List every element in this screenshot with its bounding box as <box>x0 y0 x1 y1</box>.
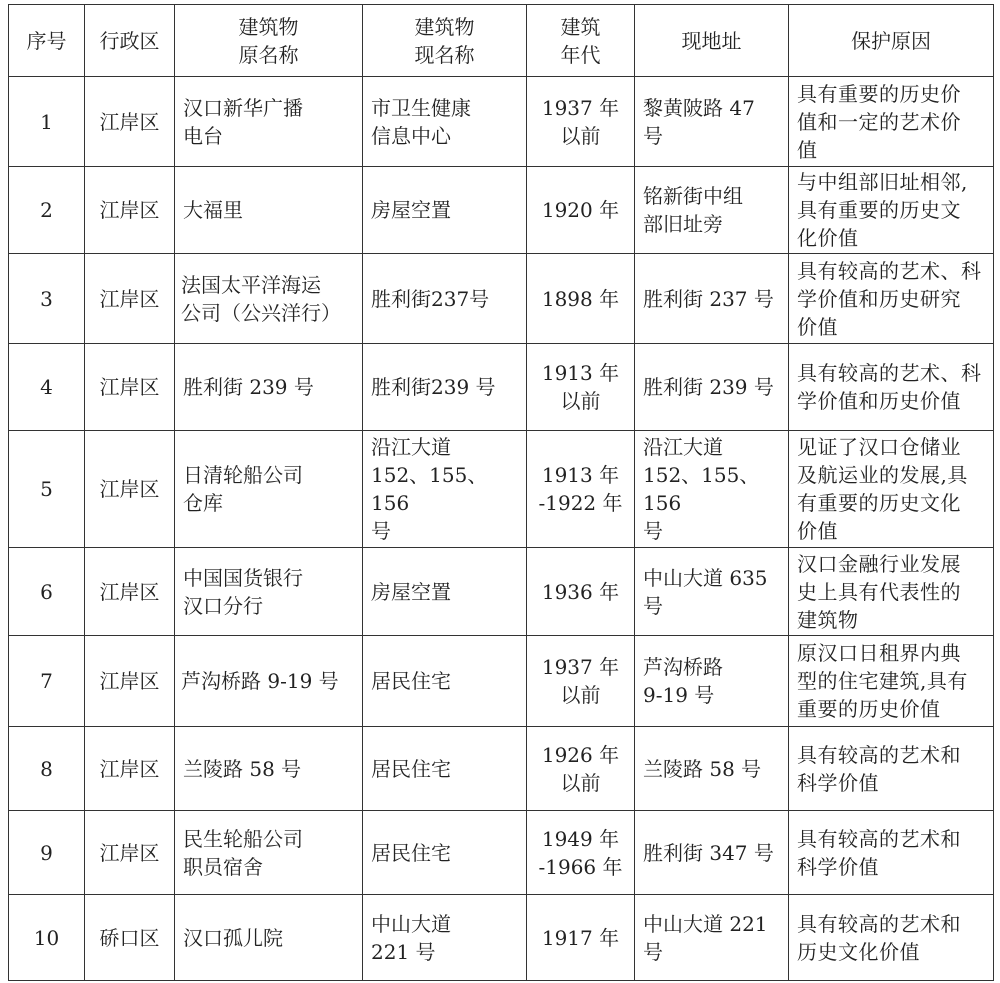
cell-district: 江岸区 <box>85 548 175 636</box>
table-row <box>9 344 994 431</box>
cell-protection-reason: 汉口金融行业发展 史上具有代表性的 建筑物 <box>789 548 994 636</box>
cell-construction-era: 1937 年 以前 <box>527 77 635 167</box>
cell-original-name: 汉口孤儿院 <box>175 895 363 981</box>
cell-district: 江岸区 <box>85 636 175 727</box>
table-row <box>9 167 994 254</box>
cell-construction-era: 1937 年 以前 <box>527 636 635 727</box>
cell-original-name: 民生轮船公司 职员宿舍 <box>175 811 363 895</box>
cell-construction-era: 1913 年 -1922 年 <box>527 431 635 548</box>
cell-protection-reason: 具有较高的艺术和 历史文化价值 <box>789 895 994 981</box>
table-row <box>9 727 994 811</box>
cell-protection-reason: 具有较高的艺术、科 学价值和历史研究 价值 <box>789 254 994 344</box>
cell-construction-era: 1913 年 以前 <box>527 344 635 431</box>
cell-original-name: 中国国货银行 汉口分行 <box>175 548 363 636</box>
cell-current-address: 胜利街 347 号 <box>635 811 789 895</box>
cell-original-name: 日清轮船公司 仓库 <box>175 431 363 548</box>
header-district: 行政区 <box>85 5 175 77</box>
cell-original-name: 芦沟桥路 9-19 号 <box>175 636 363 727</box>
table-row <box>9 77 994 167</box>
cell-original-name: 兰陵路 58 号 <box>175 727 363 811</box>
cell-serial-number: 9 <box>9 811 85 895</box>
cell-current-address: 胜利街 239 号 <box>635 344 789 431</box>
cell-serial-number: 2 <box>9 167 85 254</box>
cell-original-name: 汉口新华广播 电台 <box>175 77 363 167</box>
cell-district: 硚口区 <box>85 895 175 981</box>
cell-serial-number: 1 <box>9 77 85 167</box>
cell-serial-number: 7 <box>9 636 85 727</box>
cell-protection-reason: 具有较高的艺术和 科学价值 <box>789 727 994 811</box>
cell-protection-reason: 见证了汉口仓储业 及航运业的发展,具 有重要的历史文化 价值 <box>789 431 994 548</box>
cell-district: 江岸区 <box>85 77 175 167</box>
header-protection-reason: 保护原因 <box>789 5 994 77</box>
cell-construction-era: 1898 年 <box>527 254 635 344</box>
cell-construction-era: 1949 年 -1966 年 <box>527 811 635 895</box>
cell-serial-number: 3 <box>9 254 85 344</box>
cell-current-name: 房屋空置 <box>363 167 527 254</box>
cell-district: 江岸区 <box>85 811 175 895</box>
cell-district: 江岸区 <box>85 344 175 431</box>
cell-protection-reason: 具有重要的历史价 值和一定的艺术价 值 <box>789 77 994 167</box>
cell-current-address: 胜利街 237 号 <box>635 254 789 344</box>
header-current-address: 现地址 <box>635 5 789 77</box>
cell-current-address: 中山大道 221 号 <box>635 895 789 981</box>
cell-construction-era: 1917 年 <box>527 895 635 981</box>
cell-district: 江岸区 <box>85 254 175 344</box>
cell-serial-number: 5 <box>9 431 85 548</box>
cell-original-name: 大福里 <box>175 167 363 254</box>
table-row <box>9 548 994 636</box>
cell-original-name: 法国太平洋海运 公司（公兴洋行） <box>175 254 363 344</box>
cell-current-name: 市卫生健康 信息中心 <box>363 77 527 167</box>
heritage-buildings-table <box>8 4 994 981</box>
cell-district: 江岸区 <box>85 431 175 548</box>
table-row <box>9 431 994 548</box>
cell-construction-era: 1920 年 <box>527 167 635 254</box>
cell-current-address: 黎黄陂路 47 号 <box>635 77 789 167</box>
cell-protection-reason: 原汉口日租界内典 型的住宅建筑,具有 重要的历史价值 <box>789 636 994 727</box>
cell-district: 江岸区 <box>85 727 175 811</box>
header-construction-era: 建筑 年代 <box>527 5 635 77</box>
cell-current-name: 居民住宅 <box>363 727 527 811</box>
cell-protection-reason: 具有较高的艺术、科 学价值和历史价值 <box>789 344 994 431</box>
cell-district: 江岸区 <box>85 167 175 254</box>
cell-current-name: 沿江大道 152、155、156 号 <box>363 431 527 548</box>
cell-current-name: 胜利街237号 <box>363 254 527 344</box>
cell-serial-number: 10 <box>9 895 85 981</box>
cell-current-name: 中山大道 221 号 <box>363 895 527 981</box>
cell-current-name: 居民住宅 <box>363 636 527 727</box>
header-original-name: 建筑物 原名称 <box>175 5 363 77</box>
cell-current-address: 铭新街中组 部旧址旁 <box>635 167 789 254</box>
cell-current-name: 房屋空置 <box>363 548 527 636</box>
cell-current-address: 芦沟桥路 9-19 号 <box>635 636 789 727</box>
table-row <box>9 254 994 344</box>
cell-construction-era: 1926 年 以前 <box>527 727 635 811</box>
cell-serial-number: 4 <box>9 344 85 431</box>
cell-current-address: 沿江大道 152、155、156 号 <box>635 431 789 548</box>
table-row <box>9 636 994 727</box>
header-serial-number: 序号 <box>9 5 85 77</box>
cell-current-address: 中山大道 635 号 <box>635 548 789 636</box>
cell-original-name: 胜利街 239 号 <box>175 344 363 431</box>
header-current-name: 建筑物 现名称 <box>363 5 527 77</box>
cell-current-name: 居民住宅 <box>363 811 527 895</box>
cell-construction-era: 1936 年 <box>527 548 635 636</box>
cell-current-name: 胜利街239 号 <box>363 344 527 431</box>
cell-serial-number: 8 <box>9 727 85 811</box>
table-row <box>9 895 994 981</box>
header-row <box>9 5 994 77</box>
cell-protection-reason: 与中组部旧址相邻, 具有重要的历史文 化价值 <box>789 167 994 254</box>
table-row <box>9 811 994 895</box>
cell-protection-reason: 具有较高的艺术和 科学价值 <box>789 811 994 895</box>
cell-serial-number: 6 <box>9 548 85 636</box>
cell-current-address: 兰陵路 58 号 <box>635 727 789 811</box>
